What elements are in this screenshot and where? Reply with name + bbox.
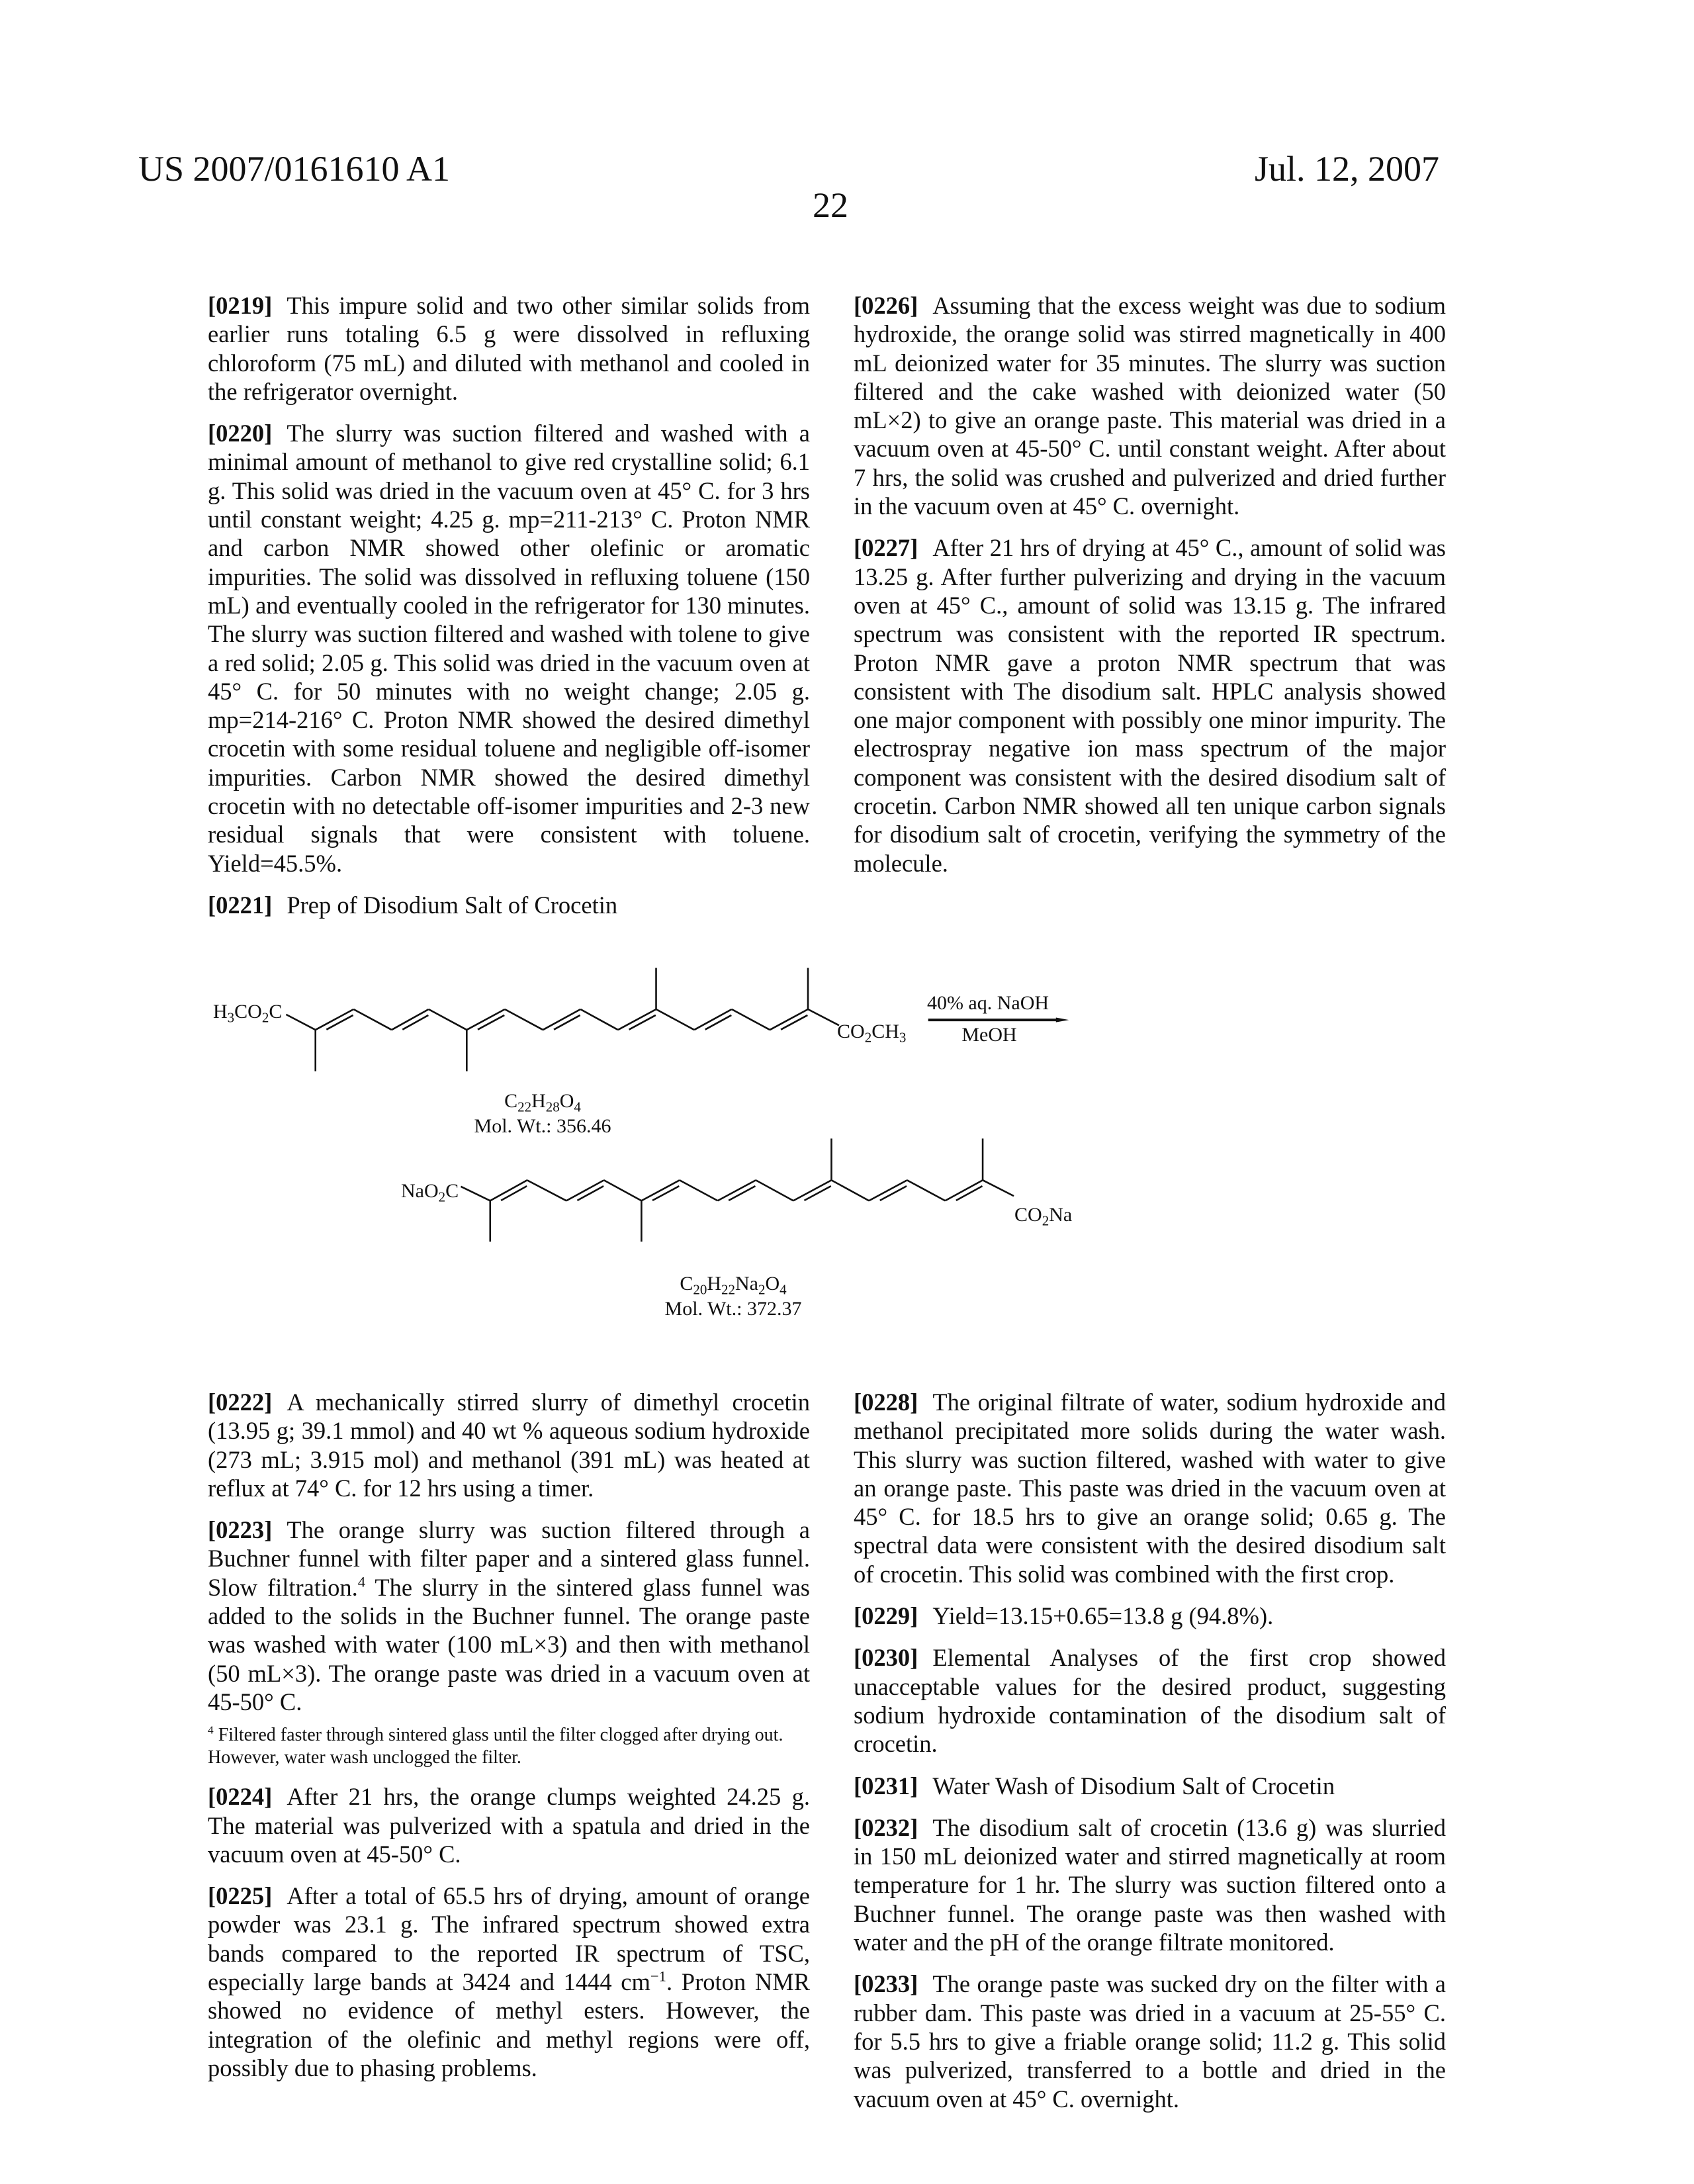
left-column-lower <box>208 1388 810 2082</box>
bond <box>793 1180 832 1201</box>
paragraph-number: [0225] <box>208 1882 272 1909</box>
bond <box>983 1180 1014 1196</box>
paragraph-text: The orange slurry was suction filtered through a Buchner funnel with filter paper and a sintered glass funnel. Slow filtration. <box>208 1516 810 1601</box>
paragraph-number: [0223] <box>208 1516 272 1543</box>
paragraph-0224 <box>208 1782 810 1868</box>
bond <box>543 1009 581 1030</box>
bond <box>467 1009 505 1030</box>
paragraph-text: . Proton NMR showed no evidence of methyl esters. However, the integration of the olefinic and methyl regions were off, possibly due to phasing problems. <box>208 1968 810 2081</box>
reagent-bottom: MeOH <box>961 1024 1016 1046</box>
reagent-top: 40% aq. NaOH <box>927 993 1049 1014</box>
bond <box>756 1180 793 1201</box>
footnote <box>208 1724 810 1769</box>
paragraph-text: Elemental Analyses of the first crop showed unacceptable values for the desired product, suggesting sodium hydroxide contamination of the disodium salt of crocetin. <box>854 1644 1446 1757</box>
bond <box>604 1180 642 1201</box>
paragraph-text: Assuming that the excess weight was due to sodium hydroxide, the orange solid was stirred magnetically in 400 mL deionized water for 35 minutes. The slurry was suction filtered and the cake washed with deionized water (50 mL×2) to give an orange paste. This material was dried in a vacuum oven at 45-50° C. until constant weight. After about 7 hrs, the solid was crushed and pulverized and dried further in the vacuum oven at 45° C. overnight. <box>854 292 1446 520</box>
footnote-mark: 4 <box>208 1724 214 1737</box>
paragraph-number: [0222] <box>208 1388 272 1416</box>
paragraph-number: [0229] <box>854 1602 918 1629</box>
bond <box>527 1180 566 1201</box>
bond <box>869 1180 907 1201</box>
paragraph-number: [0231] <box>854 1772 918 1799</box>
bond <box>656 1009 695 1030</box>
bond <box>808 1009 839 1025</box>
bond <box>907 1180 946 1201</box>
paragraph-0220 <box>208 419 810 878</box>
paragraph-text: Yield=13.15+0.65=13.8 g (94.8%). <box>932 1602 1273 1629</box>
paragraph-0222 <box>208 1388 810 1502</box>
bond <box>392 1009 429 1030</box>
paragraph-0225 <box>208 1882 810 2082</box>
publication-date: Jul. 12, 2007 <box>1255 149 1439 189</box>
publication-number: US 2007/0161610 A1 <box>138 149 450 189</box>
paragraph-0219 <box>208 291 810 406</box>
paragraph-number: [0221] <box>208 891 272 919</box>
bond <box>770 1009 808 1030</box>
bond <box>718 1180 756 1201</box>
product-formula: C20H22Na2O4 <box>680 1273 786 1295</box>
bond <box>580 1009 618 1030</box>
footnote-text: Filtered faster through sintered glass until the filter clogged after drying out. However, water wash unclogged the filter. <box>208 1725 783 1768</box>
paragraph-number: [0228] <box>854 1388 918 1416</box>
product-right-group: CO2Na <box>1014 1205 1072 1226</box>
bond <box>566 1180 604 1201</box>
paragraph-text: The slurry in the sintered glass funnel was added to the solids in the Buchner funnel. The orange paste was washed with water (100 mL×3) and then with methanol (50 mL×3). The orange paste was dried in a vacuum oven at 45-50° C. <box>208 1574 810 1715</box>
bond <box>694 1009 732 1030</box>
bond <box>461 1187 490 1201</box>
reactant-formula: C22H28O4 <box>504 1091 581 1112</box>
superscript: −1 <box>650 1968 666 1984</box>
bond <box>505 1009 543 1030</box>
paragraph-0227 <box>854 533 1446 878</box>
paragraph-text: A mechanically stirred slurry of dimethyl crocetin (13.95 g; 39.1 mmol) and 40 wt % aqueous sodium hydroxide (273 mL; 3.915 mol) and methanol (391 mL) was heated at reflux at 74° C. for 12 hrs using a timer. <box>208 1388 810 1502</box>
paragraph-0229 <box>854 1602 1446 1630</box>
product-left-group: NaO2C <box>401 1181 459 1202</box>
right-column-lower <box>854 1388 1446 2113</box>
paragraph-number: [0233] <box>854 1970 918 1997</box>
paragraph-number: [0230] <box>854 1644 918 1671</box>
paragraph-text: The original filtrate of water, sodium hydroxide and methanol precipitated more solids during the water wash. This slurry was suction filtered, washed with water to give an orange paste. This paste was dried in the vacuum oven at 45° C. for 18.5 hrs to give an orange solid; 0.65 g. The spectral data were consistent with the desired disodium salt of crocetin. This solid was combined with the first crop. <box>854 1388 1446 1588</box>
reactant-left-group: H3CO2C <box>213 1001 282 1023</box>
paragraph-0231 <box>854 1772 1446 1800</box>
bond <box>831 1180 869 1201</box>
paragraph-number: [0224] <box>208 1783 272 1810</box>
paragraph-text: The slurry was suction filtered and washed with a minimal amount of methanol to give red crystalline solid; 6.1 g. This solid was dried in the vacuum oven at 45° C. for 3 hrs until constant weight; 4.25 g. mp=211-213° C. Proton NMR and carbon NMR showed other olefinic or aromatic impurities. The solid was dissolved in refluxing toluene (150 mL) and eventually cooled in the refrigerator for 130 minutes. The slurry was suction filtered and washed with tolene to give a red solid; 2.05 g. This solid was dried in the vacuum oven at 45° C. for 50 minutes with no weight change; 2.05 g. mp=214-216° C. Proton NMR showed the desired dimethyl crocetin with some residual toluene and negligible off-isomer impurities. Carbon NMR showed the desired dimethyl crocetin with no detectable off-isomer impurities and 2-3 new residual signals that were consistent with toluene. Yield=45.5%. <box>208 420 810 876</box>
paragraph-0226 <box>854 291 1446 520</box>
reaction-scheme <box>185 927 1112 1324</box>
paragraph-0221 <box>208 891 810 919</box>
paragraph-number: [0232] <box>854 1814 918 1841</box>
paragraph-number: [0226] <box>854 292 918 319</box>
bond <box>316 1009 354 1030</box>
bond <box>490 1180 527 1201</box>
paragraph-text: After a total of 65.5 hrs of drying, amount of orange powder was 23.1 g. The infrared spectrum showed extra bands compared to the reported IR spectrum of TSC, especially large bands at 3424 and 1444 cm <box>208 1882 810 1995</box>
bond <box>945 1180 983 1201</box>
paragraph-0228 <box>854 1388 1446 1588</box>
paragraph-text: The disodium salt of crocetin (13.6 g) was slurried in 150 mL deionized water and stirred magnetically at room temperature for 1 hr. The slurry was suction filtered onto a Buchner funnel. The orange paste was then washed with water and the pH of the orange filtrate monitored. <box>854 1814 1446 1956</box>
product-mol-wt: Mol. Wt.: 372.37 <box>665 1298 802 1320</box>
right-column-upper <box>854 291 1446 878</box>
section-heading: Prep of Disodium Salt of Crocetin <box>287 891 617 919</box>
bond <box>641 1180 680 1201</box>
bond <box>618 1009 656 1030</box>
paragraph-text: After 21 hrs of drying at 45° C., amount of solid was 13.25 g. After further pulverizing and drying in the vacuum oven at 45° C., amount of solid was 13.15 g. The infrared spectrum was consistent with the reported IR spectrum. Proton NMR gave a proton NMR spectrum that was consistent with The disodium salt. HPLC analysis showed one major component with possibly one minor impurity. The electrospray negative ion mass spectrum of the major component was consistent with the desired disodium salt of crocetin. Carbon NMR showed all ten unique carbon signals for disodium salt of crocetin, verifying the symmetry of the molecule. <box>854 534 1446 876</box>
paragraph-number: [0220] <box>208 420 272 447</box>
paragraph-number: [0219] <box>208 292 272 319</box>
reactant-mol-wt: Mol. Wt.: 356.46 <box>474 1116 611 1137</box>
paragraph-text: This impure solid and two other similar solids from earlier runs totaling 6.5 g were dissolved in refluxing chloroform (75 mL) and diluted with methanol and cooled in the refrigerator overnight. <box>208 292 810 405</box>
bond <box>286 1015 315 1030</box>
bond <box>429 1009 467 1030</box>
footnote-ref: 4 <box>358 1573 365 1590</box>
page-number: 22 <box>813 185 848 225</box>
paragraph-number: [0227] <box>854 534 918 561</box>
bond <box>732 1009 770 1030</box>
arrow-head <box>1056 1018 1069 1023</box>
left-column-upper <box>208 291 810 919</box>
paragraph-0223 <box>208 1516 810 1716</box>
reactant-right-group: CO2CH3 <box>837 1021 906 1042</box>
section-heading: Water Wash of Disodium Salt of Crocetin <box>932 1772 1335 1799</box>
paragraph-0233 <box>854 1970 1446 2113</box>
bond <box>353 1009 392 1030</box>
paragraph-text: The orange paste was sucked dry on the filter with a rubber dam. This paste was dried in a vacuum at 25-55° C. for 5.5 hrs to give a friable orange solid; 11.2 g. This solid was pulverized, transferred to a bottle and dried in the vacuum oven at 45° C. overnight. <box>854 1970 1446 2112</box>
bond <box>680 1180 718 1201</box>
paragraph-0232 <box>854 1813 1446 1956</box>
paragraph-text: After 21 hrs, the orange clumps weighted 24.25 g. The material was pulverized with a spatula and dried in the vacuum oven at 45-50° C. <box>208 1783 810 1868</box>
paragraph-0230 <box>854 1643 1446 1758</box>
